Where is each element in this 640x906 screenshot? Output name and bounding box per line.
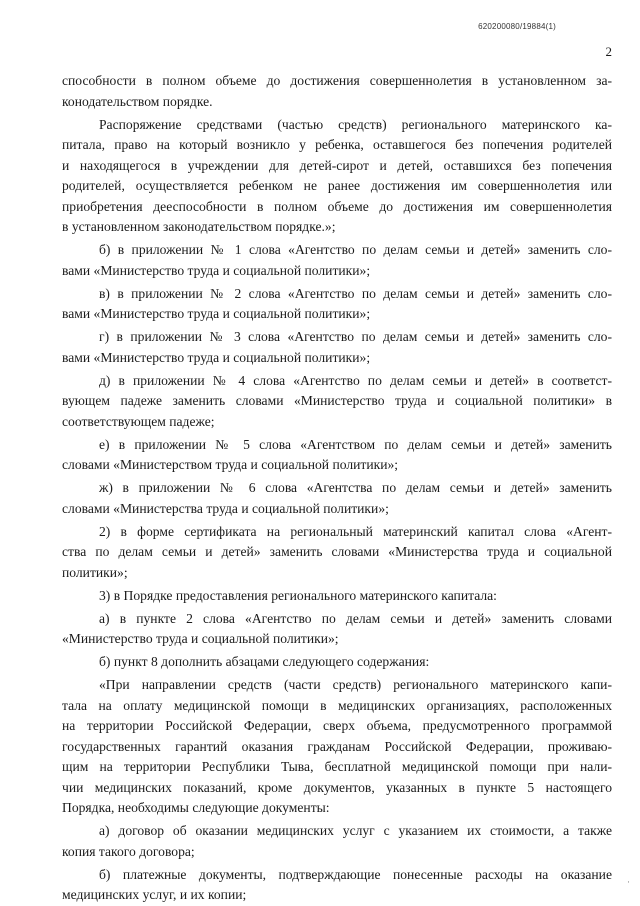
text-line: родителей, осуществляется ребенком не ранее достижения им совершеннолетия или	[62, 178, 612, 193]
text-line: чии медицинских показаний, кроме документов, указанных в пункте 5 настоящего	[62, 779, 612, 795]
paragraph	[62, 821, 612, 862]
paragraph	[62, 865, 612, 906]
text-line: словами «Министерством труда и социальной политики»;	[62, 457, 399, 472]
text-line: медицинских услуг, и их копии;	[62, 887, 247, 902]
text-line: тала на оплату медицинской помощи в медицинских организациях, расположенных	[62, 697, 612, 713]
paragraph	[62, 675, 612, 819]
document-body	[62, 71, 612, 906]
text-line: государственных гарантий оказания гражданам Российской Федерации, проживаю-	[62, 738, 612, 754]
text-line: ства по делам семьи и детей» заменить словами «Министерства труда и социальной	[62, 544, 612, 559]
text-line: б) пункт 8 дополнить абзацами следующего содержания:	[99, 654, 430, 669]
text-line: вами «Министерство труда и социальной политики»;	[62, 306, 371, 321]
paragraph	[62, 284, 612, 325]
text-line: б) в приложении № 1 слова «Агентство по делам семьи и детей» заменить сло-	[99, 242, 612, 257]
paragraph	[62, 522, 612, 584]
paragraph	[62, 435, 612, 476]
paragraph	[62, 327, 612, 368]
text-line: соответствующем падеже;	[62, 413, 215, 429]
text-line: а) в пункте 2 слова «Агентство по делам семьи и детей» заменить словами	[99, 610, 612, 626]
paragraph	[62, 115, 612, 238]
text-line: способности в полном объеме до достижения совершеннолетия в установленном за-	[62, 73, 612, 88]
text-line: е) в приложении № 5 слова «Агентством по делам семьи и детей» заменить	[99, 436, 612, 452]
document-id: 620200080/19884(1)	[478, 22, 556, 31]
text-line: вами «Министерство труда и социальной политики»;	[62, 349, 371, 365]
text-line: д) в приложении № 4 слова «Агентство по делам семьи и детей» в соответст-	[99, 372, 612, 388]
text-line: в установленном законодательством порядке.»;	[62, 219, 336, 234]
text-line: Распоряжение средствами (частью средств) регионального материнского ка-	[99, 116, 612, 132]
paragraph	[62, 71, 612, 112]
paragraph	[62, 371, 612, 433]
text-line: в) в приложении № 2 слова «Агентство по делам семьи и детей» заменить сло-	[99, 285, 612, 301]
text-line: щим на территории Республики Тыва, бесплатной медицинской помощи при нали-	[62, 759, 612, 774]
text-line: и находящегося в учреждении для детей-сирот и детей, оставшихся без попечения	[62, 157, 612, 173]
text-line: вами «Министерство труда и социальной политики»;	[62, 262, 371, 278]
paragraph	[62, 609, 612, 650]
page-number: 2	[605, 44, 612, 59]
text-line: г) в приложении № 3 слова «Агентство по делам семьи и детей» заменить сло-	[99, 329, 612, 344]
text-line: конодательством порядке.	[62, 93, 213, 109]
text-line: приобретения дееспособности в полном объеме до достижения им совершеннолетия	[62, 198, 612, 214]
paragraph	[62, 240, 612, 281]
text-line: вующем падеже заменить словами «Министерство труда и социальной политики» в	[62, 393, 612, 408]
paragraph	[62, 652, 612, 673]
text-line: б) платежные документы, подтверждающие понесенные расходы на оказание	[99, 866, 612, 882]
text-line: 3) в Порядке предоставления регионального материнского капитала:	[99, 587, 497, 603]
text-line: ж) в приложении № 6 слова «Агентства по делам семьи и детей» заменить	[99, 480, 612, 495]
text-line: «Министерство труда и социальной политики»;	[62, 631, 339, 646]
text-line: питала, право на который возникло у ребенка, оставшегося без попечения родителей	[62, 137, 612, 152]
paragraph	[62, 586, 612, 607]
corner-mark: ·	[627, 877, 630, 887]
text-line: словами «Министерства труда и социальной политики»;	[62, 500, 389, 516]
text-line: на территории Российской Федерации, сверх объема, предусмотренного программой	[62, 718, 612, 733]
text-line: а) договор об оказании медицинских услуг с указанием их стоимости, а также	[99, 823, 612, 838]
text-line: 2) в форме сертификата на региональный материнский капитал слова «Агент-	[99, 523, 612, 539]
text-line: политики»;	[62, 564, 128, 580]
text-line: копия такого договора;	[62, 843, 195, 859]
paragraph	[62, 478, 612, 519]
text-line: «При направлении средств (части средств) регионального материнского капи-	[99, 677, 612, 692]
text-line: Порядка, необходимы следующие документы:	[62, 800, 330, 815]
